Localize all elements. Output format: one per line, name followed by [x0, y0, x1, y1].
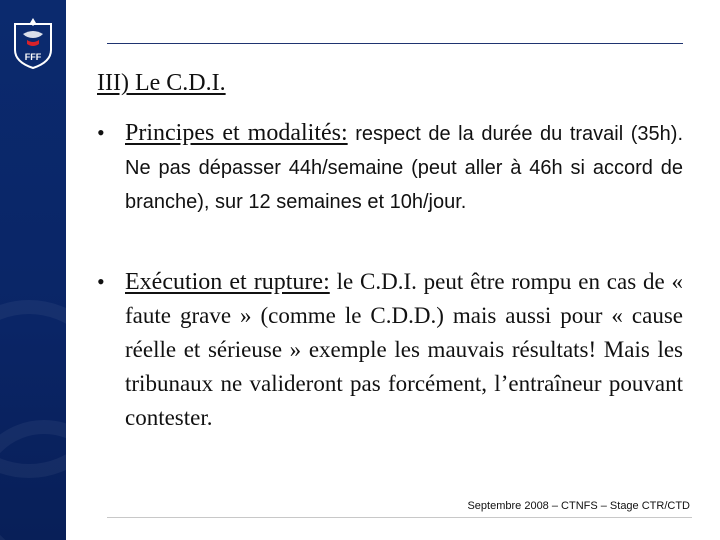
bullet-text [125, 116, 683, 219]
logo-text: FFF [24, 52, 42, 62]
bullet-text [125, 265, 683, 435]
sidebar-decoration [0, 420, 66, 540]
top-divider [107, 43, 683, 44]
bullet-body: respect de la durée du travail (35h). Ne pas dépasser 44h/semaine (peut aller à 46h si accord de branche), sur 12 semaines et 10h/jour. [125, 123, 684, 213]
bullet-principes [97, 116, 683, 219]
left-sidebar-band [0, 0, 66, 540]
slide-heading: III) Le C.D.I. [97, 70, 226, 96]
bullet-marker: • [97, 269, 105, 294]
fff-logo-icon [9, 14, 57, 70]
bullet-marker: • [97, 120, 105, 145]
bullet-execution [97, 265, 683, 435]
bullet-lead: Principes et modalités: [125, 120, 348, 146]
bullet-body: le C.D.I. peut être rompu en cas de « faute grave » (comme le C.D.D.) mais aussi pour « cause réelle et sérieuse » exemple les mauvais résultats! Mais les tribunaux ne valideront pas forcément, l’entraîneur pouvant contester. [125, 269, 684, 430]
slide-footer: Septembre 2008 – CTNFS – Stage CTR/CTD [467, 500, 690, 512]
bottom-divider [107, 517, 692, 518]
bullet-lead: Exécution et rupture: [125, 269, 330, 295]
